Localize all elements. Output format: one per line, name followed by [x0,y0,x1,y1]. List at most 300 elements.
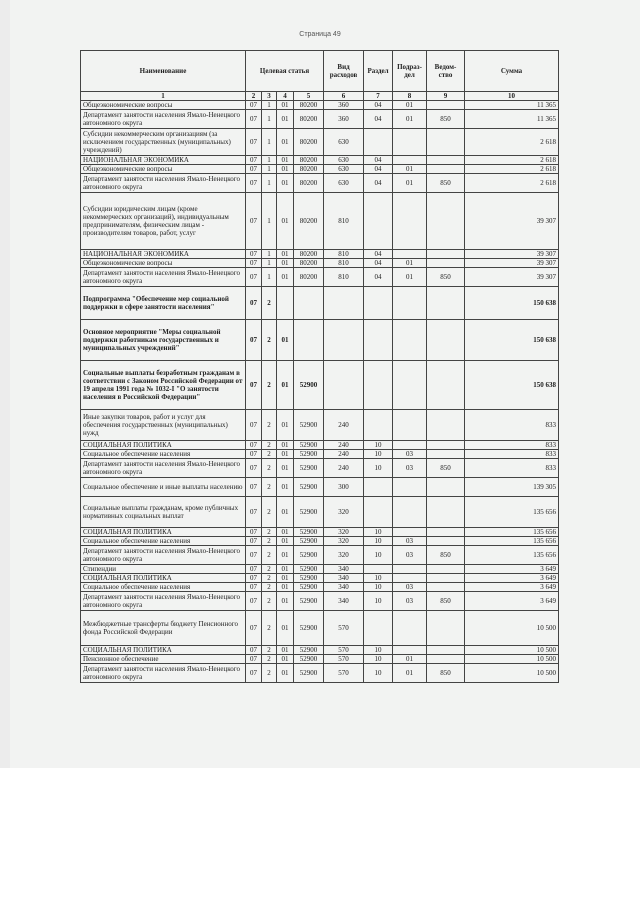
target-code-4: 80200 [294,268,324,287]
vedomstvo [427,101,465,110]
target-code-3: 01 [277,165,294,174]
target-code-3: 01 [277,478,294,497]
target-code-1: 07 [246,193,262,250]
summa: 135 656 [465,528,559,537]
podrazdel: 01 [393,664,427,683]
target-code-4: 52900 [294,537,324,546]
vedomstvo [427,450,465,459]
table-row [81,565,559,574]
target-code-3: 01 [277,174,294,193]
podrazdel [393,574,427,583]
table-row [81,459,559,478]
vid-rashodov: 630 [324,174,364,193]
vid-rashodov: 360 [324,110,364,129]
target-code-1: 07 [246,174,262,193]
vedomstvo [427,259,465,268]
summa: 2 618 [465,129,559,156]
header-target: Целевая статья [246,51,324,92]
vedomstvo [427,193,465,250]
razdel [364,497,393,528]
summa: 135 656 [465,497,559,528]
target-code-4: 80200 [294,156,324,165]
target-code-3: 01 [277,259,294,268]
vid-rashodov: 340 [324,592,364,611]
razdel [364,287,393,320]
vedomstvo [427,250,465,259]
target-code-3: 01 [277,459,294,478]
vedomstvo [427,646,465,655]
header-razdel: Раздел [364,51,393,92]
target-code-3: 01 [277,361,294,410]
row-name: Социальные выплаты безработным гражданам в соответствии с Законом Российской Федерации от 19 апреля 1991 года № 1032-I "О занятости населения в Российской Федерации" [81,361,246,410]
target-code-2: 1 [262,250,277,259]
table-row [81,592,559,611]
target-code-4: 52900 [294,546,324,565]
row-name: Пенсионное обеспечение [81,655,246,664]
row-name: Общеэкономические вопросы [81,101,246,110]
summa: 150 638 [465,320,559,361]
target-code-4: 52900 [294,655,324,664]
row-name: СОЦИАЛЬНАЯ ПОЛИТИКА [81,441,246,450]
target-code-2: 2 [262,574,277,583]
table-body [81,101,559,683]
target-code-4: 52900 [294,583,324,592]
header-row [81,51,559,92]
target-code-2: 2 [262,646,277,655]
razdel: 04 [364,259,393,268]
vid-rashodov: 630 [324,156,364,165]
target-code-1: 07 [246,156,262,165]
row-name: Подпрограмма "Обеспечение мер социальной поддержки в сфере занятости населения" [81,287,246,320]
target-code-4: 80200 [294,165,324,174]
column-number: 3 [262,92,277,101]
column-number: 2 [246,92,262,101]
razdel [364,611,393,646]
vedomstvo [427,441,465,450]
vid-rashodov [324,320,364,361]
vid-rashodov: 340 [324,574,364,583]
vedomstvo: 850 [427,174,465,193]
target-code-1: 07 [246,565,262,574]
target-code-1: 07 [246,250,262,259]
podrazdel: 03 [393,592,427,611]
table-row [81,497,559,528]
header-name: Наименование [81,51,246,92]
summa: 39 307 [465,268,559,287]
vedomstvo: 850 [427,546,465,565]
target-code-2: 1 [262,156,277,165]
vedomstvo [427,565,465,574]
table-row [81,450,559,459]
razdel: 10 [364,528,393,537]
summa: 10 500 [465,655,559,664]
target-code-3: 01 [277,611,294,646]
target-code-2: 2 [262,655,277,664]
podrazdel [393,441,427,450]
razdel: 04 [364,156,393,165]
target-code-4: 52900 [294,450,324,459]
table-row [81,165,559,174]
target-code-3 [277,287,294,320]
row-name: Социальное обеспечение населения [81,583,246,592]
razdel [364,410,393,441]
target-code-3: 01 [277,268,294,287]
vid-rashodov: 240 [324,410,364,441]
target-code-4: 80200 [294,174,324,193]
vedomstvo [427,611,465,646]
summa: 3 649 [465,583,559,592]
vedomstvo [427,165,465,174]
vid-rashodov: 320 [324,546,364,565]
target-code-4: 52900 [294,497,324,528]
row-name: Департамент занятости населения Ямало-Ненецкого автономного округа [81,174,246,193]
target-code-2: 1 [262,165,277,174]
row-name: Субсидии некоммерческим организациям (за исключением государственных (муниципальных) учреждений) [81,129,246,156]
column-number: 4 [277,92,294,101]
target-code-3: 01 [277,320,294,361]
vedomstvo: 850 [427,592,465,611]
table-row [81,320,559,361]
vid-rashodov [324,361,364,410]
target-code-2: 2 [262,287,277,320]
summa: 3 649 [465,592,559,611]
row-name: Департамент занятости населения Ямало-Ненецкого автономного округа [81,268,246,287]
summa: 135 656 [465,546,559,565]
summa: 150 638 [465,361,559,410]
podrazdel: 01 [393,174,427,193]
razdel [364,193,393,250]
summa: 135 656 [465,537,559,546]
target-code-3: 01 [277,441,294,450]
vedomstvo [427,156,465,165]
target-code-1: 07 [246,441,262,450]
target-code-2: 2 [262,611,277,646]
target-code-2: 1 [262,110,277,129]
podrazdel: 01 [393,259,427,268]
target-code-2: 2 [262,583,277,592]
summa: 10 500 [465,611,559,646]
vedomstvo [427,497,465,528]
target-code-1: 07 [246,450,262,459]
razdel [364,129,393,156]
podrazdel: 01 [393,655,427,664]
podrazdel [393,320,427,361]
target-code-1: 07 [246,537,262,546]
target-code-4: 52900 [294,646,324,655]
vedomstvo [427,537,465,546]
razdel: 10 [364,450,393,459]
target-code-2: 2 [262,537,277,546]
target-code-3: 01 [277,655,294,664]
target-code-2: 2 [262,320,277,361]
target-code-1: 07 [246,259,262,268]
vid-rashodov: 570 [324,664,364,683]
target-code-2: 1 [262,174,277,193]
vedomstvo [427,287,465,320]
podrazdel [393,611,427,646]
target-code-4 [294,287,324,320]
table-row [81,129,559,156]
razdel: 10 [364,646,393,655]
row-name: СОЦИАЛЬНАЯ ПОЛИТИКА [81,528,246,537]
razdel [364,361,393,410]
target-code-4: 52900 [294,611,324,646]
table-row [81,287,559,320]
row-name: Департамент занятости населения Ямало-Ненецкого автономного округа [81,459,246,478]
row-name: Основное мероприятие "Меры социальной поддержки работникам государственных и муниципальных учреждений" [81,320,246,361]
table-row [81,664,559,683]
column-number: 1 [81,92,246,101]
scan-edge [0,0,10,768]
header-vedomstvo: Ведом-ство [427,51,465,92]
razdel: 04 [364,250,393,259]
razdel: 10 [364,583,393,592]
podrazdel [393,478,427,497]
target-code-2: 2 [262,592,277,611]
target-code-4: 80200 [294,250,324,259]
target-code-4: 52900 [294,574,324,583]
summa: 150 638 [465,287,559,320]
target-code-4: 80200 [294,259,324,268]
vid-rashodov: 320 [324,537,364,546]
target-code-3: 01 [277,574,294,583]
target-code-1: 07 [246,574,262,583]
target-code-2: 2 [262,478,277,497]
vid-rashodov: 320 [324,528,364,537]
target-code-3: 01 [277,537,294,546]
razdel: 04 [364,165,393,174]
vid-rashodov: 340 [324,583,364,592]
podrazdel: 01 [393,268,427,287]
razdel: 10 [364,592,393,611]
column-number: 7 [364,92,393,101]
target-code-4: 80200 [294,193,324,250]
target-code-4: 52900 [294,410,324,441]
razdel: 10 [364,664,393,683]
target-code-1: 07 [246,268,262,287]
target-code-2: 1 [262,268,277,287]
vid-rashodov: 810 [324,259,364,268]
target-code-4: 52900 [294,528,324,537]
table-row [81,268,559,287]
target-code-3: 01 [277,565,294,574]
column-number: 10 [465,92,559,101]
target-code-1: 07 [246,583,262,592]
page-number: Страница 49 [299,31,341,38]
vid-rashodov: 240 [324,450,364,459]
target-code-2: 1 [262,259,277,268]
podrazdel: 03 [393,450,427,459]
table-row [81,528,559,537]
razdel: 04 [364,110,393,129]
table-row [81,361,559,410]
target-code-3: 01 [277,193,294,250]
vedomstvo [427,478,465,497]
table-row [81,546,559,565]
summa: 3 649 [465,574,559,583]
target-code-3: 01 [277,450,294,459]
target-code-2: 2 [262,664,277,683]
target-code-2: 2 [262,361,277,410]
row-name: Социальное обеспечение населения [81,450,246,459]
razdel: 04 [364,174,393,193]
target-code-1: 07 [246,320,262,361]
razdel: 10 [364,441,393,450]
target-code-4: 80200 [294,129,324,156]
target-code-1: 07 [246,611,262,646]
podrazdel: 01 [393,101,427,110]
summa: 10 500 [465,664,559,683]
target-code-2: 2 [262,497,277,528]
target-code-3: 01 [277,592,294,611]
row-name: Департамент занятости населения Ямало-Ненецкого автономного округа [81,592,246,611]
table-row [81,646,559,655]
vedomstvo [427,528,465,537]
razdel: 10 [364,459,393,478]
summa: 2 618 [465,174,559,193]
target-code-1: 07 [246,478,262,497]
target-code-1: 07 [246,165,262,174]
target-code-1: 07 [246,664,262,683]
target-code-4: 52900 [294,441,324,450]
target-code-3: 01 [277,497,294,528]
target-code-2: 2 [262,450,277,459]
target-code-2: 1 [262,193,277,250]
row-name: Общеэкономические вопросы [81,165,246,174]
target-code-4: 52900 [294,478,324,497]
vedomstvo: 850 [427,268,465,287]
vid-rashodov [324,287,364,320]
header-summa: Сумма [465,51,559,92]
target-code-4: 80200 [294,101,324,110]
target-code-1: 07 [246,459,262,478]
table-row [81,410,559,441]
row-name: Стипендии [81,565,246,574]
header-vid: Вид расходов [324,51,364,92]
podrazdel [393,646,427,655]
vedomstvo [427,655,465,664]
row-name: Общеэкономические вопросы [81,259,246,268]
target-code-3: 01 [277,583,294,592]
target-code-3: 01 [277,410,294,441]
target-code-2: 2 [262,565,277,574]
target-code-1: 07 [246,655,262,664]
podrazdel: 03 [393,583,427,592]
vedomstvo: 850 [427,459,465,478]
row-name: Департамент занятости населения Ямало-Ненецкого автономного округа [81,546,246,565]
vid-rashodov: 630 [324,165,364,174]
target-code-3: 01 [277,110,294,129]
table-row [81,478,559,497]
vid-rashodov: 360 [324,101,364,110]
razdel: 04 [364,101,393,110]
vedomstvo [427,410,465,441]
target-code-3: 01 [277,646,294,655]
target-code-3: 01 [277,250,294,259]
vedomstvo [427,583,465,592]
row-name: СОЦИАЛЬНАЯ ПОЛИТИКА [81,574,246,583]
target-code-1: 07 [246,129,262,156]
podrazdel: 03 [393,459,427,478]
row-name: Субсидии юридическим лицам (кроме некоммерческих организаций), индивидуальным предпринимателям, физическим лицам - производителям товаров, работ, услуг [81,193,246,250]
table-row [81,259,559,268]
target-code-4: 52900 [294,565,324,574]
row-name: Межбюджетные трансферты бюджету Пенсионного фонда Российской Федерации [81,611,246,646]
row-name: Иные закупки товаров, работ и услуг для обеспечения государственных (муниципальных) нужд [81,410,246,441]
table-row [81,574,559,583]
target-code-3: 01 [277,129,294,156]
vedomstvo [427,320,465,361]
podrazdel: 03 [393,546,427,565]
vid-rashodov: 570 [324,646,364,655]
summa: 2 618 [465,156,559,165]
target-code-1: 07 [246,592,262,611]
budget-table [80,50,559,683]
target-code-4: 80200 [294,110,324,129]
podrazdel [393,410,427,441]
vedomstvo [427,361,465,410]
podrazdel [393,193,427,250]
razdel: 10 [364,546,393,565]
podrazdel: 01 [393,165,427,174]
summa: 3 649 [465,565,559,574]
target-code-2: 2 [262,410,277,441]
summa: 10 500 [465,646,559,655]
target-code-2: 2 [262,441,277,450]
column-number: 8 [393,92,427,101]
podrazdel [393,497,427,528]
summa: 833 [465,450,559,459]
column-number: 9 [427,92,465,101]
podrazdel [393,565,427,574]
table-row [81,156,559,165]
table-row [81,193,559,250]
table-row [81,611,559,646]
razdel [364,478,393,497]
vid-rashodov: 240 [324,441,364,450]
target-code-4: 52900 [294,361,324,410]
vedomstvo: 850 [427,664,465,683]
table-row [81,101,559,110]
target-code-4: 52900 [294,664,324,683]
target-code-1: 07 [246,110,262,129]
razdel [364,320,393,361]
summa: 11 365 [465,110,559,129]
target-code-4 [294,320,324,361]
summa: 39 307 [465,259,559,268]
table-row [81,441,559,450]
vid-rashodov: 570 [324,655,364,664]
summa: 2 618 [465,165,559,174]
summa: 833 [465,441,559,450]
target-code-1: 07 [246,410,262,441]
vid-rashodov: 630 [324,129,364,156]
target-code-2: 1 [262,101,277,110]
vid-rashodov: 810 [324,193,364,250]
blank-area [0,768,640,905]
target-code-3: 01 [277,664,294,683]
row-name: СОЦИАЛЬНАЯ ПОЛИТИКА [81,646,246,655]
target-code-4: 52900 [294,459,324,478]
row-name: Социальное обеспечение населения [81,537,246,546]
vedomstvo [427,574,465,583]
table-row [81,110,559,129]
podrazdel [393,361,427,410]
podrazdel [393,156,427,165]
target-code-1: 07 [246,528,262,537]
target-code-1: 07 [246,497,262,528]
vedomstvo [427,129,465,156]
